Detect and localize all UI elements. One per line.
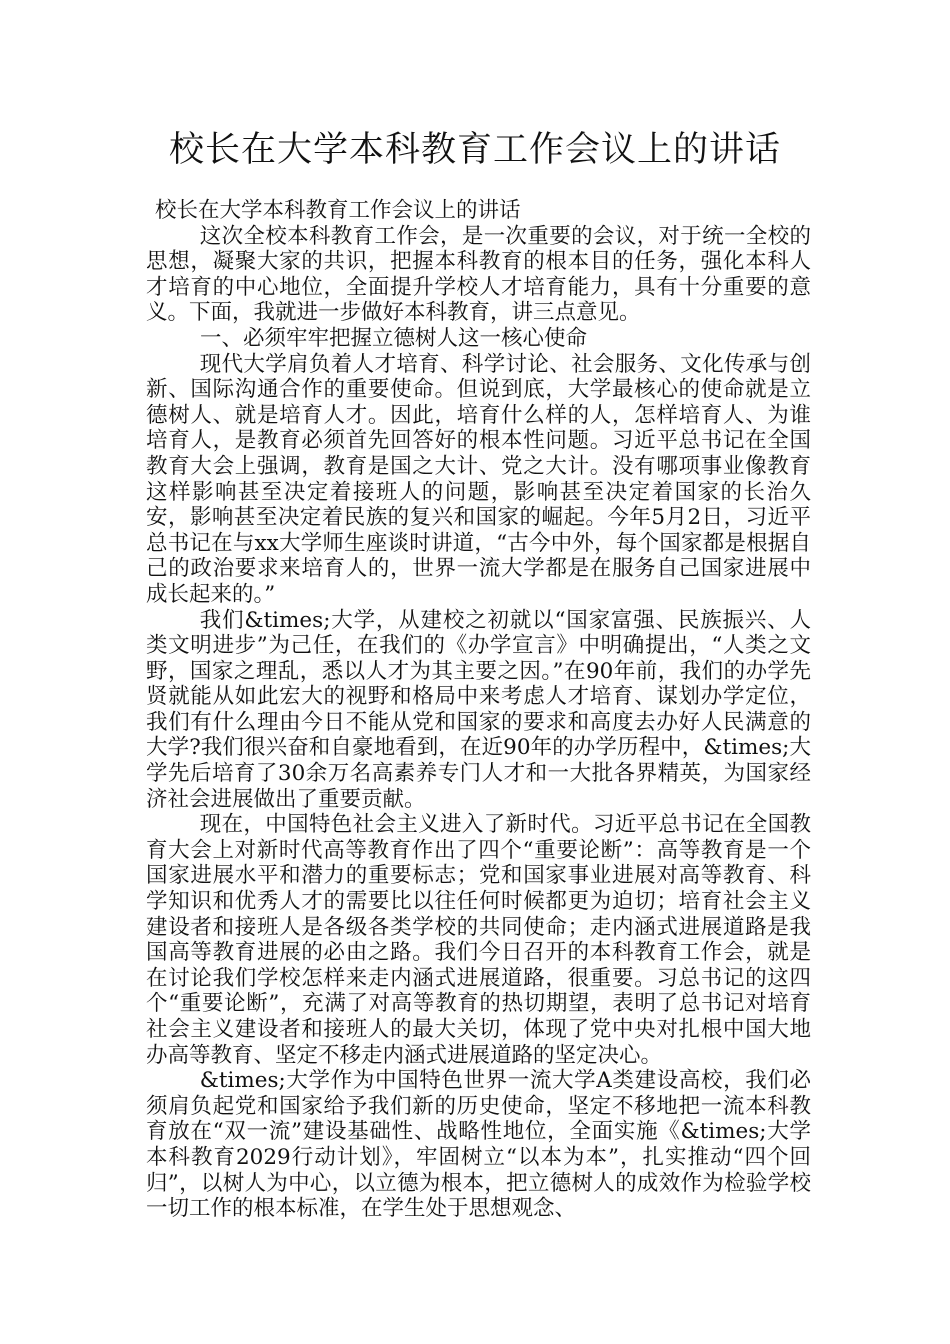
document-subtitle: 校长在大学本科教育工作会议上的讲话 <box>155 198 521 223</box>
document-body <box>146 198 811 1222</box>
body-paragraph: 我们&times;大学，从建校之初就以“国家富强、民族振兴、人类文明进步”为己任，在我们的《办学宣言》中明确提出，“人类之文野，国家之理乱，悉以人才为其主要之因。”在90年前，我们的办学先贤就能从如此宏大的视野和格局中来考虑人才培育、谋划办学定位，我们有什么理由今日不能从党和国家的要求和高度去办好人民满意的大学?我们很兴奋和自豪地看到，在近90年的办学历程中，&times;大学先后培育了30余万名高素养专门人才和一大批各界精英，为国家经济社会进展做出了重要贡献。 <box>146 607 811 812</box>
section-heading: 一、必须牢牢把握立德树人这一核心使命 <box>200 325 588 351</box>
document-title: 校长在大学本科教育工作会议上的讲话 <box>168 130 781 170</box>
body-paragraph: 现代大学肩负着人才培育、科学讨论、社会服务、文化传承与创新、国际沟通合作的重要使命。但说到底，大学最核心的使命就是立德树人、就是培育人才。因此，培育什么样的人，怎样培育人、为谁培育人，是教育必须首先回答好的根本性问题。习近平总书记在全国教育大会上强调，教育是国之大计、党之大计。没有哪项事业像教育这样影响甚至决定着接班人的问题，影响甚至决定着国家的长治久安，影响甚至决定着民族的复兴和国家的崛起。今年5月2日，习近平总书记在与xx大学师生座谈时讲道，“古今中外，每个国家都是根据自己的政治要求来培育人的，世界一流大学都是在服务自己国家进展中成长起来的。” <box>146 351 811 607</box>
intro-paragraph: 这次全校本科教育工作会，是一次重要的会议，对于统一全校的思想，凝聚大家的共识，把握本科教育的根本目的任务，强化本科人才培育的中心地位，全面提升学校人才培育能力，具有十分重要的意义。下面，我就进一步做好本科教育，讲三点意见。 <box>146 223 811 326</box>
body-paragraph: &times;大学作为中国特色世界一流大学A类建设高校，我们必须肩负起党和国家给予我们新的历史使命，坚定不移地把一流本科教育放在“双一流”建设基础性、战略性地位，全面实施《&times;大学本科教育2029行动计划》，牢固树立“以本为本”，扎实推动“四个回归”，以树人为中心，以立德为根本，把立德树人的成效作为检验学校一切工作的根本标准，在学生处于思想观念、 <box>146 1068 811 1222</box>
body-paragraph: 现在，中国特色社会主义进入了新时代。习近平总书记在全国教育大会上对新时代高等教育作出了四个“重要论断”：高等教育是一个国家进展水平和潜力的重要标志；党和国家事业进展对高等教育、科学知识和优秀人才的需要比以往任何时候都更为迫切；培育社会主义建设者和接班人是各级各类学校的共同使命；走内涵式进展道路是我国高等教育进展的必由之路。我们今日召开的本科教育工作会，就是在讨论我们学校怎样来走内涵式进展道路，很重要。习总书记的这四个“重要论断”，充满了对高等教育的热切期望，表明了总书记对培育社会主义建设者和接班人的最大关切，体现了党中央对扎根中国大地办高等教育、坚定不移走内涵式进展道路的坚定决心。 <box>146 812 811 1068</box>
